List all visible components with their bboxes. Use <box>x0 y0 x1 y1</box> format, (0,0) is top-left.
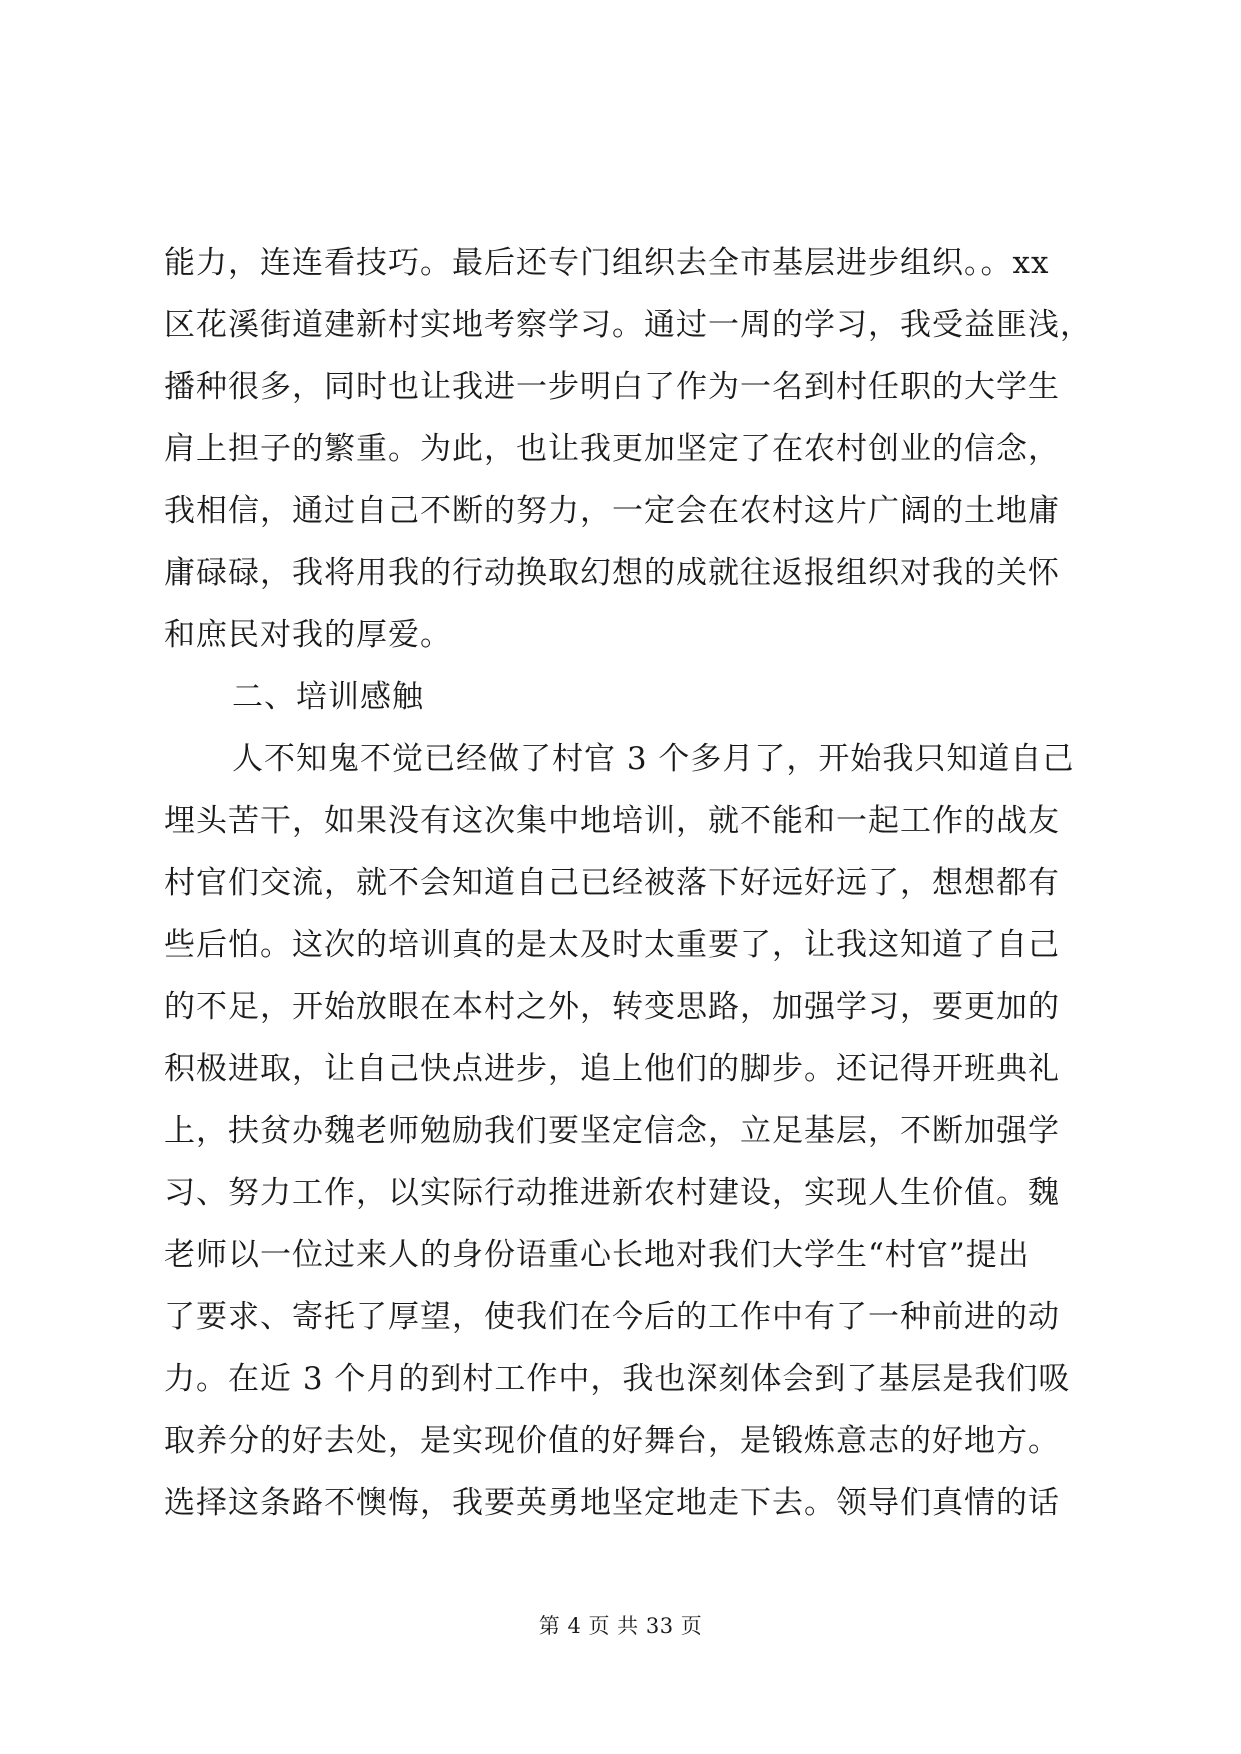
text-line: 区花溪街道建新村实地考察学习。通过一周的学习，我受益匪浅， <box>164 307 1092 343</box>
text-line: 力。在近 3 个月的到村工作中，我也深刻体会到了基层是我们吸 <box>164 1361 1071 1397</box>
text-line: 我相信，通过自己不断的努力，一定会在农村这片广阔的土地庸 <box>164 493 1060 529</box>
text-line: 选择这条路不懊悔，我要英勇地坚定地走下去。领导们真情的话 <box>164 1485 1060 1521</box>
text-line: 二、培训感触 <box>232 679 424 715</box>
text-line: 些后怕。这次的培训真的是太及时太重要了，让我这知道了自己 <box>164 927 1060 963</box>
text-line: 的不足，开始放眼在本村之外，转变思路，加强学习，要更加的 <box>164 989 1060 1025</box>
page-footer: 第 4 页 共 33 页 <box>538 1614 703 1638</box>
text-line: 和庶民对我的厚爱。 <box>164 617 452 653</box>
text-line: 上，扶贫办魏老师勉励我们要坚定信念，立足基层，不断加强学 <box>164 1113 1060 1149</box>
text-line: 人不知鬼不觉已经做了村官 3 个多月了，开始我只知道自己 <box>232 741 1075 777</box>
text-line: 肩上担子的繁重。为此，也让我更加坚定了在农村创业的信念， <box>164 431 1060 467</box>
text-line: 老师以一位过来人的身份语重心长地对我们大学生“村官”提出 <box>164 1237 1030 1273</box>
text-line: 播种很多，同时也让我进一步明白了作为一名到村任职的大学生 <box>164 369 1060 405</box>
text-line: 庸碌碌，我将用我的行动换取幻想的成就往返报组织对我的关怀 <box>164 555 1060 591</box>
text-line: 积极进取，让自己快点进步，追上他们的脚步。还记得开班典礼 <box>164 1051 1060 1087</box>
text-line: 习、努力工作，以实际行动推进新农村建设，实现人生价值。魏 <box>164 1175 1060 1211</box>
text-line: 村官们交流，就不会知道自己已经被落下好远好远了，想想都有 <box>164 865 1060 901</box>
text-line: 取养分的好去处，是实现价值的好舞台，是锻炼意志的好地方。 <box>164 1423 1060 1459</box>
text-line: 能力，连连看技巧。最后还专门组织去全市基层进步组织。。xx <box>164 245 1050 281</box>
text-line: 了要求、寄托了厚望，使我们在今后的工作中有了一种前进的动 <box>164 1299 1060 1335</box>
document-body <box>164 232 1092 1534</box>
text-line: 埋头苦干，如果没有这次集中地培训，就不能和一起工作的战友 <box>164 803 1060 839</box>
